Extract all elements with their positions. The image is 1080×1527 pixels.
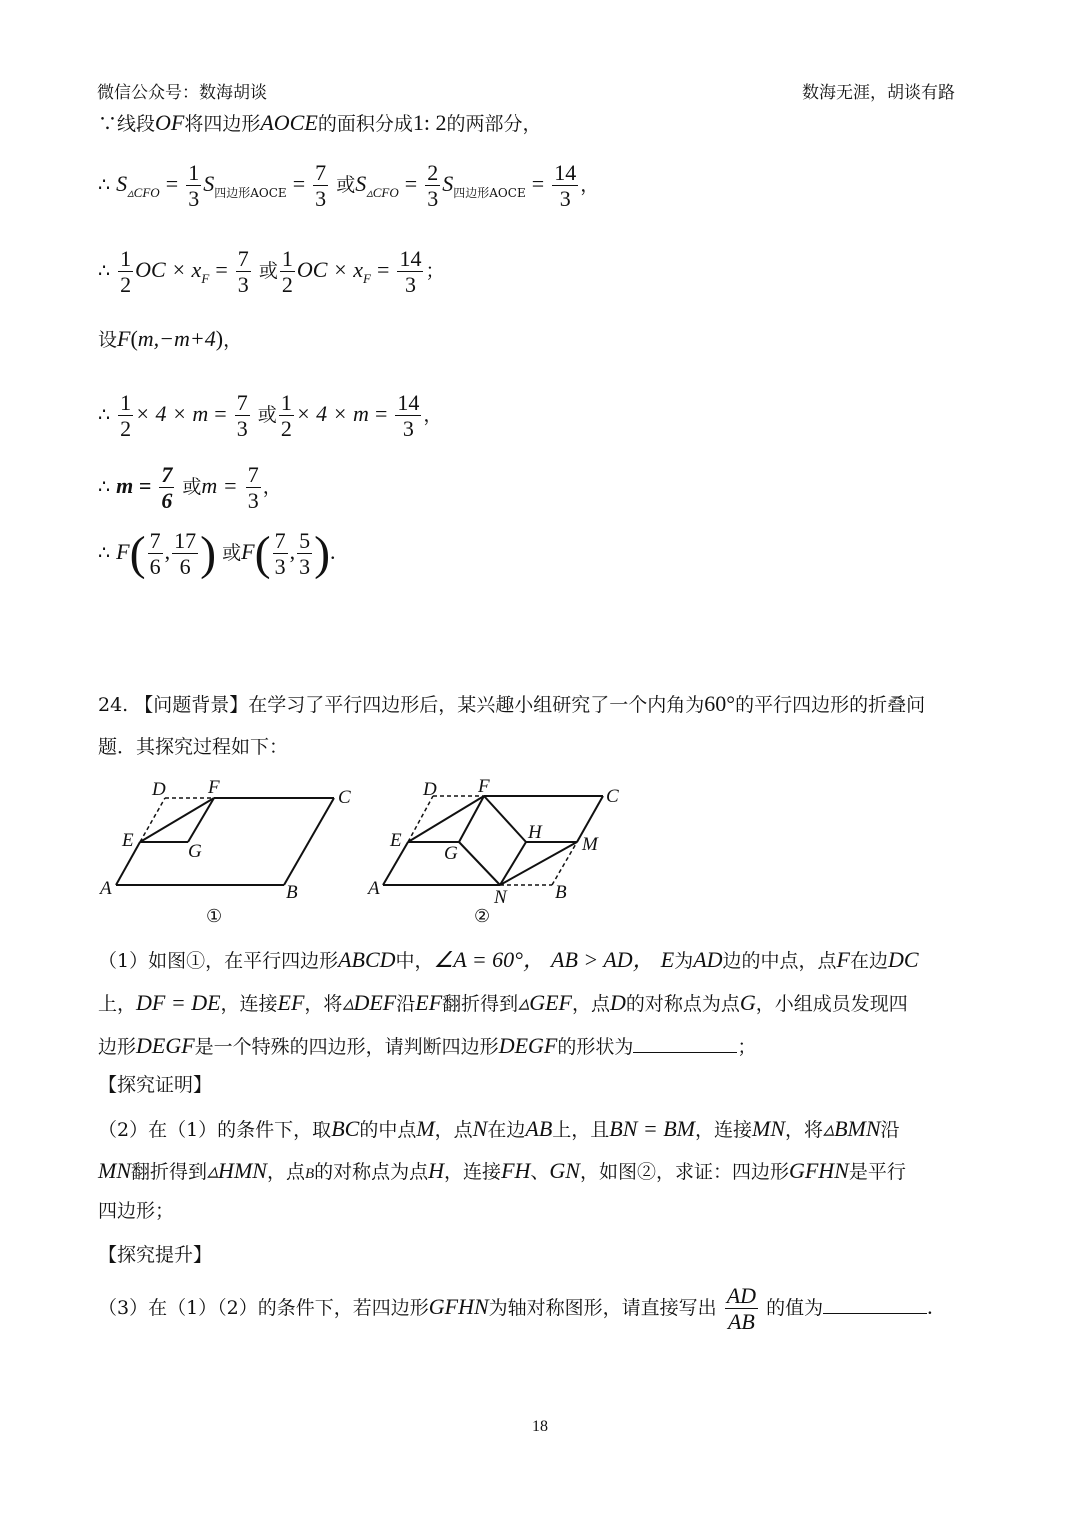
fig2-label-N: N [494, 887, 507, 908]
problem-24-line-2: 题．其探究过程如下： [98, 736, 289, 758]
solution-line-6: ∴ m = $\frac{7}{6}$ 或m = $\frac{7}{3}$ ， [98, 462, 282, 514]
fig2-MN [500, 842, 577, 885]
fig1-label-F: F [208, 777, 220, 798]
fig2-FH [484, 796, 526, 842]
fig1-label-G: G [188, 841, 202, 862]
q1-line-1: （1）如图①，在平行四边形ABCD中，∠A = 60°， AB > AD， E为AD边的中点，点F在边DC [98, 947, 919, 972]
fig1-label-E: E [122, 830, 134, 851]
fig2-label-G: G [444, 843, 458, 864]
fig2-label-A: A [368, 878, 380, 899]
fig1-label-D: D [152, 779, 166, 800]
section-proof: 【探究证明】 [98, 1074, 213, 1096]
q2-line-2: MN翻折得到▵HMN，点B的对称点为点H，连接FH、GN，如图②，求证：四边形GFHN是平行 [98, 1158, 906, 1183]
q1-line-3: 边形DEGF是一个特殊的四边形，请判断四边形DEGF的形状为 ； [98, 1033, 757, 1058]
fig2-label-F: F [478, 776, 490, 797]
fig1-label-B: B [286, 882, 298, 903]
fig1-label-C: C [338, 787, 351, 808]
fig2-GN [459, 842, 500, 885]
fig1-caption: ① [206, 906, 223, 927]
solution-line-2: ∴ $S_{▵CFO}$ = $\frac{1}{3}$ $S_{四边形AOCE}$ = $\frac{7}{3}$ 或$S_{▵CFO}$ = $\frac{2}{3}$ $S_{四边形AOCE}$ = $\frac{14}{3}$ ， [98, 160, 600, 212]
fig1-BC [284, 798, 334, 885]
solution-line-3: ∴ $\frac{1}{2}$ OC × $x_F$ = $\frac{7}{3}$ 或 $\frac{1}{2}$ OC × $x_F$ = $\frac{14}{3}$ ； [98, 246, 445, 298]
fig2-caption: ② [474, 906, 491, 927]
q1-answer-blank [633, 1034, 737, 1053]
fig1-label-A: A [100, 878, 112, 899]
q3-line: （3）在（1）（2）的条件下，若四边形GFHN为轴对称图形，请直接写出 $\frac{AD}{AB}$ 的值为 . [98, 1283, 933, 1335]
fig2-label-B: B [555, 882, 567, 903]
header-right: 数海无涯，胡谈有路 [802, 83, 955, 103]
solution-line-4: 设F(m,−m+4)， [98, 326, 243, 351]
fig2-label-D: D [423, 779, 437, 800]
q2-line-1: （2）在（1）的条件下，取BC的中点M，点N在边AB上，且BN = BM，连接MN，将▵BMN沿 [98, 1116, 900, 1141]
page-number: 18 [532, 1418, 548, 1435]
solution-line-5: ∴ $\frac{1}{2}$ × 4 × m = $\frac{7}{3}$ 或 $\frac{1}{2}$ × 4 × m = $\frac{14}{3}$ ， [98, 390, 443, 442]
problem-24-line-1: 24. 【问题背景】在学习了平行四边形后，某兴趣小组研究了一个内角为60°的平行四边形的折叠问 [98, 691, 926, 716]
fig2-label-C: C [606, 786, 619, 807]
fig2-label-M: M [582, 834, 598, 855]
solution-line-1: ∵线段OF将四边形AOCE的面积分成1: 2的两部分， [98, 110, 542, 135]
section-advance: 【探究提升】 [98, 1244, 213, 1266]
header-left: 微信公众号：数海胡谈 [97, 83, 267, 103]
fig2-label-H: H [528, 822, 542, 843]
q2-line-3: 四边形； [98, 1200, 175, 1222]
solution-line-7: ∴ F( $\frac{7}{6}$ , $\frac{17}{6}$ ) 或F( $\frac{7}{3}$ , $\frac{5}{3}$ ). [98, 526, 336, 580]
geometry-figures [95, 775, 675, 935]
fig1-EF [140, 798, 214, 842]
q3-answer-blank [823, 1295, 927, 1314]
fig2-label-E: E [390, 830, 402, 851]
q1-line-2: 上，DF = DE，连接EF，将▵DEF沿EF翻折得到▵GEF，点D的对称点为点G，小组成员发现四 [98, 990, 908, 1015]
